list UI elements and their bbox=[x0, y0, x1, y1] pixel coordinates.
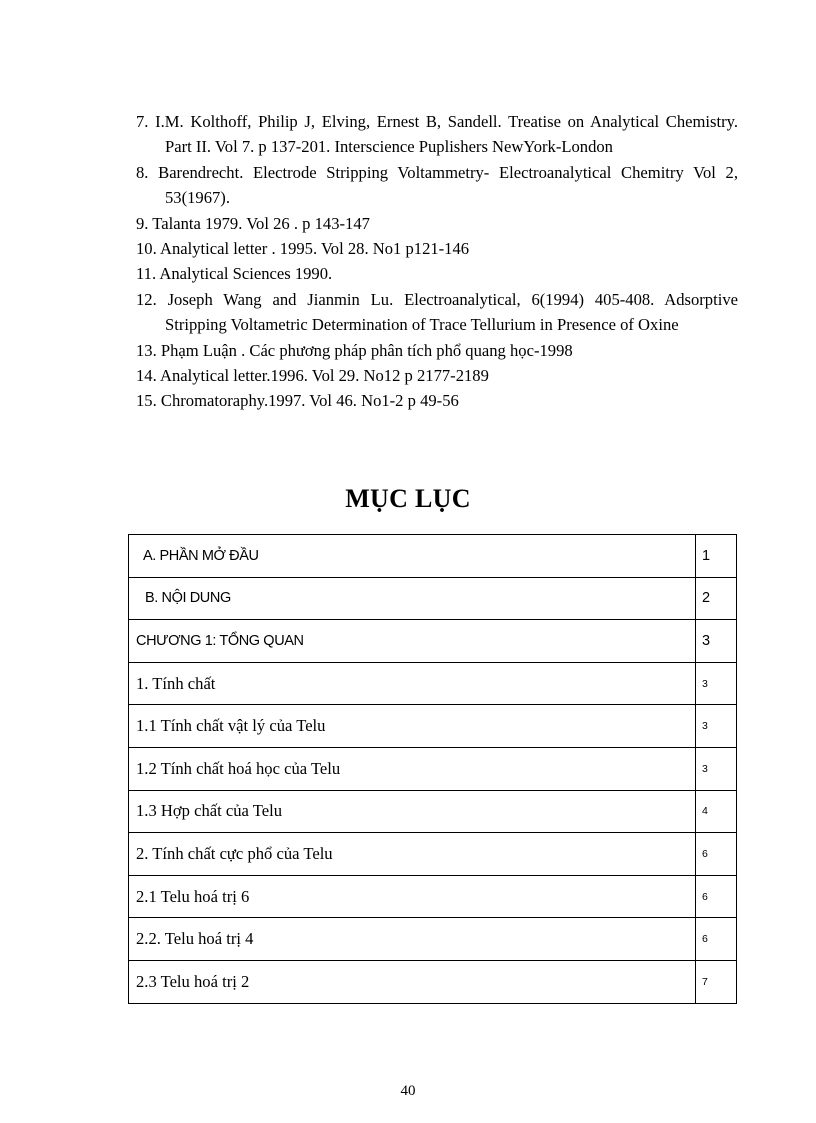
reference-item: 11. Analytical Sciences 1990. bbox=[136, 264, 333, 284]
toc-row[interactable] bbox=[129, 620, 737, 663]
toc-entry-label: 1.3 Hợp chất của Telu bbox=[129, 790, 696, 833]
toc-entry-page: 2 bbox=[696, 577, 737, 620]
toc-row[interactable] bbox=[129, 535, 737, 578]
reference-list bbox=[136, 109, 738, 414]
toc-entry-label: 2.2. Telu hoá trị 4 bbox=[129, 918, 696, 961]
toc-entry-page: 7 bbox=[696, 960, 737, 1003]
toc-entry-page: 6 bbox=[696, 918, 737, 961]
toc-entry-label: 2. Tính chất cực phổ của Telu bbox=[129, 833, 696, 876]
toc-row[interactable] bbox=[129, 662, 737, 705]
toc-entry-page: 4 bbox=[696, 790, 737, 833]
toc-entry-page: 3 bbox=[696, 705, 737, 748]
toc-row[interactable] bbox=[129, 705, 737, 748]
page-number: 40 bbox=[400, 1083, 416, 1099]
toc-row[interactable] bbox=[129, 875, 737, 918]
toc-entry-page: 3 bbox=[696, 620, 737, 663]
reference-item: 8. Barendrecht. Electrode Stripping Voltammetry- Electroanalytical Chemitry Vol 2, 53(1967). bbox=[136, 162, 738, 208]
reference-item: 14. Analytical letter.1996. Vol 29. No12 p 2177-2189 bbox=[136, 366, 489, 386]
toc-entry-page: 6 bbox=[696, 875, 737, 918]
toc-entry-label: CHƯƠNG 1: TỔNG QUAN bbox=[129, 620, 696, 663]
toc-entry-label: B. NỘI DUNG bbox=[129, 577, 696, 620]
reference-item: 12. Joseph Wang and Jianmin Lu. Electroanalytical, 6(1994) 405-408. Adsorptive Stripping Voltametric Determination of Trace Tellurium in Presence of Oxine bbox=[136, 289, 738, 335]
reference-item: 7. I.M. Kolthoff, Philip J, Elving, Ernest B, Sandell. Treatise on Analytical Chemistry. Part II. Vol 7. p 137-201. Interscience Puplishers NewYork-London bbox=[136, 112, 738, 157]
reference-item: 10. Analytical letter . 1995. Vol 28. No1 p121-146 bbox=[136, 239, 470, 259]
toc-entry-page: 3 bbox=[696, 662, 737, 705]
toc-entry-page: 1 bbox=[696, 535, 737, 578]
toc-entry-page: 6 bbox=[696, 833, 737, 876]
reference-item: 13. Phạm Luận . Các phương pháp phân tích phổ quang học-1998 bbox=[136, 340, 573, 360]
toc-entry-label: 1.2 Tính chất hoá học của Telu bbox=[129, 747, 696, 790]
toc-entry-label: 2.3 Telu hoá trị 2 bbox=[129, 960, 696, 1003]
toc-row[interactable] bbox=[129, 918, 737, 961]
toc-row[interactable] bbox=[129, 747, 737, 790]
reference-item: 9. Talanta 1979. Vol 26 . p 143-147 bbox=[136, 213, 370, 233]
toc-entry-label: A. PHẦN MỞ ĐẦU bbox=[129, 535, 696, 578]
toc-entry-label: 1. Tính chất bbox=[129, 662, 696, 705]
toc-entry-label: 1.1 Tính chất vật lý của Telu bbox=[129, 705, 696, 748]
toc-row[interactable] bbox=[129, 833, 737, 876]
toc-title: MỤC LỤC bbox=[345, 484, 471, 513]
toc-entry-page: 3 bbox=[696, 747, 737, 790]
toc-entry-label: 2.1 Telu hoá trị 6 bbox=[129, 875, 696, 918]
toc-table bbox=[128, 534, 737, 1004]
toc-row[interactable] bbox=[129, 960, 737, 1003]
toc-row[interactable] bbox=[129, 577, 737, 620]
toc-row[interactable] bbox=[129, 790, 737, 833]
reference-item: 15. Chromatoraphy.1997. Vol 46. No1-2 p 49-56 bbox=[136, 391, 459, 411]
